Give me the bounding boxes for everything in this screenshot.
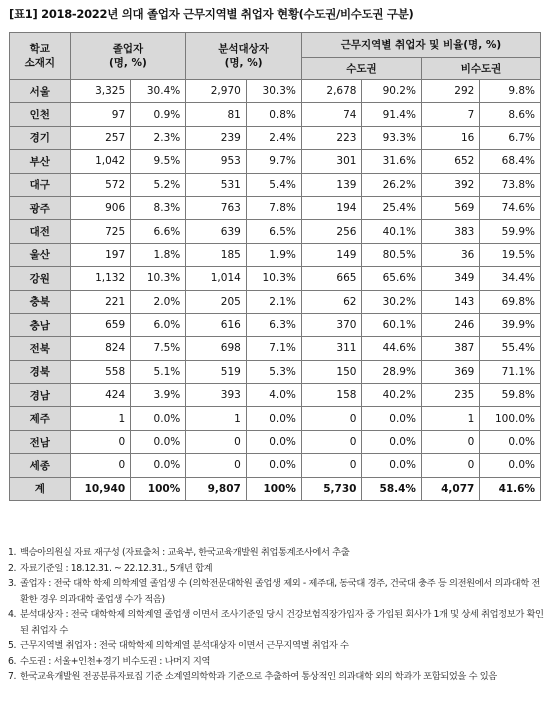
table-row — [10, 267, 541, 290]
value-cell: 572 — [70, 173, 131, 196]
header-capital: 수도권 — [301, 58, 421, 80]
value-cell: 9.7% — [246, 150, 301, 173]
value-cell: 2.0% — [131, 290, 186, 313]
value-cell: 10.3% — [246, 267, 301, 290]
table-row — [10, 407, 541, 430]
table-row — [10, 220, 541, 243]
value-cell: 91.4% — [362, 103, 421, 126]
value-cell: 6.3% — [246, 313, 301, 336]
value-cell: 71.1% — [480, 360, 541, 383]
value-cell: 30.2% — [362, 290, 421, 313]
value-cell: 387 — [421, 337, 479, 360]
value-cell: 725 — [70, 220, 131, 243]
footnote-text: 졸업자 : 전국 대학 학제 의학계열 졸업생 수 (의학전문대학원 졸업생 제외 - 제주대, 동국대 경주, 건국대 충주 등 의전원에서 의과대학 전환한 경우 의과대학 졸업생 수가 적음) — [20, 578, 540, 605]
value-cell: 139 — [301, 173, 362, 196]
value-cell: 531 — [186, 173, 247, 196]
region-cell: 충남 — [10, 313, 71, 336]
header-region — [10, 33, 71, 80]
value-cell: 239 — [186, 126, 247, 149]
value-cell: 698 — [186, 337, 247, 360]
header-analysis-line2: (명, %) — [224, 57, 263, 69]
value-cell: 616 — [186, 313, 247, 336]
value-cell: 28.9% — [362, 360, 421, 383]
value-cell: 0.8% — [246, 103, 301, 126]
value-cell: 392 — [421, 173, 479, 196]
value-cell: 256 — [301, 220, 362, 243]
table-row — [10, 290, 541, 313]
value-cell: 74.6% — [480, 196, 541, 219]
region-cell: 강원 — [10, 267, 71, 290]
value-cell: 558 — [70, 360, 131, 383]
footnote-item — [8, 607, 546, 638]
table-row — [10, 337, 541, 360]
value-cell: 246 — [421, 313, 479, 336]
total-value-cell: 58.4% — [362, 477, 421, 500]
value-cell: 3,325 — [70, 80, 131, 103]
footnote-item — [8, 638, 546, 654]
footnote-text: 분석대상자 : 전국 대학학제 의학계열 졸업생 이면서 조사기준일 당시 건강보험직장가입자 중 가입된 회사가 1개 및 상세 취업정보가 확인된 취업자 수 — [20, 609, 544, 636]
value-cell: 0 — [421, 454, 479, 477]
value-cell: 3.9% — [131, 384, 186, 407]
value-cell: 370 — [301, 313, 362, 336]
value-cell: 81 — [186, 103, 247, 126]
value-cell: 424 — [70, 384, 131, 407]
total-value-cell: 10,940 — [70, 477, 131, 500]
region-cell: 서울 — [10, 80, 71, 103]
value-cell: 0.9% — [131, 103, 186, 126]
footnote-item — [8, 576, 546, 607]
table-row — [10, 360, 541, 383]
value-cell: 9.5% — [131, 150, 186, 173]
value-cell: 44.6% — [362, 337, 421, 360]
footnote-text: 백승아의원실 자료 재구성 (자료출처 : 교육부, 한국교육개발원 취업통계조사에서 추출 — [20, 547, 350, 558]
value-cell: 1,042 — [70, 150, 131, 173]
value-cell: 659 — [70, 313, 131, 336]
value-cell: 393 — [186, 384, 247, 407]
footnote-text: 수도권 : 서울+인천+경기 비수도권 : 나머지 지역 — [20, 655, 211, 667]
value-cell: 16 — [421, 126, 479, 149]
value-cell: 0.0% — [362, 430, 421, 453]
value-cell: 6.6% — [131, 220, 186, 243]
header-employment: 근무지역별 취업자 및 비율(명, %) — [301, 33, 540, 58]
region-cell: 전남 — [10, 430, 71, 453]
footnote-item — [8, 669, 546, 685]
value-cell: 5.2% — [131, 173, 186, 196]
value-cell: 40.1% — [362, 220, 421, 243]
value-cell: 1 — [421, 407, 479, 430]
footnote-text: 자료기준일 : 18.12.31. ~ 22.12.31., 5개년 합계 — [20, 562, 213, 574]
value-cell: 1 — [70, 407, 131, 430]
table-row — [10, 103, 541, 126]
header-region-line1: 학교 — [29, 43, 50, 55]
header-noncapital: 비수도권 — [421, 58, 540, 80]
value-cell: 55.4% — [480, 337, 541, 360]
value-cell: 59.8% — [480, 384, 541, 407]
value-cell: 10.3% — [131, 267, 186, 290]
value-cell: 26.2% — [362, 173, 421, 196]
region-cell: 대구 — [10, 173, 71, 196]
value-cell: 9.8% — [480, 80, 541, 103]
value-cell: 1,132 — [70, 267, 131, 290]
value-cell: 369 — [421, 360, 479, 383]
value-cell: 8.6% — [480, 103, 541, 126]
value-cell: 1.9% — [246, 243, 301, 266]
value-cell: 0 — [70, 454, 131, 477]
value-cell: 65.6% — [362, 267, 421, 290]
value-cell: 639 — [186, 220, 247, 243]
value-cell: 665 — [301, 267, 362, 290]
value-cell: 349 — [421, 267, 479, 290]
table-title: [표1] 2018-2022년 의대 졸업자 근무지역별 취업자 현황(수도권/비수도권 구분) — [9, 7, 414, 21]
value-cell: 1,014 — [186, 267, 247, 290]
value-cell: 953 — [186, 150, 247, 173]
value-cell: 257 — [70, 126, 131, 149]
value-cell: 90.2% — [362, 80, 421, 103]
value-cell: 59.9% — [480, 220, 541, 243]
region-cell: 울산 — [10, 243, 71, 266]
footnote-number: 6. — [8, 655, 17, 667]
table-row — [10, 173, 541, 196]
value-cell: 2.1% — [246, 290, 301, 313]
footnote-item — [8, 654, 546, 670]
value-cell: 652 — [421, 150, 479, 173]
region-cell: 인천 — [10, 103, 71, 126]
value-cell: 0 — [186, 454, 247, 477]
footnote-number: 7. — [8, 671, 17, 682]
value-cell: 2,970 — [186, 80, 247, 103]
value-cell: 100.0% — [480, 407, 541, 430]
value-cell: 0.0% — [362, 407, 421, 430]
value-cell: 68.4% — [480, 150, 541, 173]
header-graduates-line1: 졸업자 — [112, 43, 144, 55]
value-cell: 0.0% — [131, 407, 186, 430]
region-cell: 제주 — [10, 407, 71, 430]
value-cell: 93.3% — [362, 126, 421, 149]
value-cell: 221 — [70, 290, 131, 313]
region-cell: 광주 — [10, 196, 71, 219]
footnote-number: 1. — [8, 547, 17, 558]
value-cell: 235 — [421, 384, 479, 407]
value-cell: 569 — [421, 196, 479, 219]
footnote-number: 2. — [8, 562, 17, 574]
value-cell: 223 — [301, 126, 362, 149]
value-cell: 1.8% — [131, 243, 186, 266]
value-cell: 30.3% — [246, 80, 301, 103]
footnote-item — [8, 545, 546, 561]
total-value-cell: 5,730 — [301, 477, 362, 500]
value-cell: 906 — [70, 196, 131, 219]
value-cell: 7.1% — [246, 337, 301, 360]
value-cell: 4.0% — [246, 384, 301, 407]
value-cell: 0.0% — [131, 430, 186, 453]
header-analysis-line1: 분석대상자 — [218, 43, 269, 55]
value-cell: 2.3% — [131, 126, 186, 149]
value-cell: 74 — [301, 103, 362, 126]
value-cell: 2,678 — [301, 80, 362, 103]
value-cell: 30.4% — [131, 80, 186, 103]
value-cell: 301 — [301, 150, 362, 173]
value-cell: 5.4% — [246, 173, 301, 196]
value-cell: 205 — [186, 290, 247, 313]
value-cell: 73.8% — [480, 173, 541, 196]
value-cell: 0 — [301, 407, 362, 430]
value-cell: 185 — [186, 243, 247, 266]
value-cell: 25.4% — [362, 196, 421, 219]
value-cell: 292 — [421, 80, 479, 103]
value-cell: 158 — [301, 384, 362, 407]
value-cell: 31.6% — [362, 150, 421, 173]
value-cell: 5.1% — [131, 360, 186, 383]
region-cell: 전북 — [10, 337, 71, 360]
value-cell: 194 — [301, 196, 362, 219]
value-cell: 7.5% — [131, 337, 186, 360]
table-row — [10, 150, 541, 173]
value-cell: 0 — [301, 430, 362, 453]
total-value-cell: 4,077 — [421, 477, 479, 500]
value-cell: 197 — [70, 243, 131, 266]
footnote-number: 3. — [8, 578, 17, 589]
value-cell: 6.7% — [480, 126, 541, 149]
value-cell: 60.1% — [362, 313, 421, 336]
total-value-cell: 41.6% — [480, 477, 541, 500]
value-cell: 62 — [301, 290, 362, 313]
value-cell: 149 — [301, 243, 362, 266]
footnote-number: 5. — [8, 640, 17, 651]
footnote-number: 4. — [8, 609, 17, 620]
value-cell: 1 — [186, 407, 247, 430]
footnote-text: 근무지역별 취업자 : 전국 대학학제 의학계열 분석대상자 이면서 근무지역별 취업자 수 — [20, 640, 349, 651]
value-cell: 0 — [186, 430, 247, 453]
header-graduates — [70, 33, 186, 80]
value-cell: 7 — [421, 103, 479, 126]
value-cell: 2.4% — [246, 126, 301, 149]
region-cell: 대전 — [10, 220, 71, 243]
value-cell: 311 — [301, 337, 362, 360]
table-row — [10, 196, 541, 219]
value-cell: 150 — [301, 360, 362, 383]
value-cell: 143 — [421, 290, 479, 313]
value-cell: 0 — [70, 430, 131, 453]
value-cell: 40.2% — [362, 384, 421, 407]
footnote-text: 한국교육개발원 전공분류자료집 기준 소계열의학학과 기준으로 추출하여 통상적인 의과대학 외의 학과가 포함되었을 수 있음 — [20, 671, 497, 682]
total-label: 계 — [10, 477, 71, 500]
employment-table — [9, 32, 541, 501]
region-cell: 충북 — [10, 290, 71, 313]
header-analysis — [186, 33, 302, 80]
value-cell: 8.3% — [131, 196, 186, 219]
header-graduates-line2: (명, %) — [108, 57, 147, 69]
value-cell: 0.0% — [246, 407, 301, 430]
region-cell: 경기 — [10, 126, 71, 149]
table-row — [10, 126, 541, 149]
table-row — [10, 430, 541, 453]
value-cell: 97 — [70, 103, 131, 126]
value-cell: 0.0% — [131, 454, 186, 477]
value-cell: 0.0% — [480, 430, 541, 453]
total-value-cell: 9,807 — [186, 477, 247, 500]
value-cell: 6.5% — [246, 220, 301, 243]
value-cell: 6.0% — [131, 313, 186, 336]
value-cell: 80.5% — [362, 243, 421, 266]
region-cell: 경남 — [10, 384, 71, 407]
value-cell: 39.9% — [480, 313, 541, 336]
table-row — [10, 80, 541, 103]
value-cell: 763 — [186, 196, 247, 219]
region-cell: 부산 — [10, 150, 71, 173]
total-value-cell: 100% — [131, 477, 186, 500]
value-cell: 7.8% — [246, 196, 301, 219]
value-cell: 36 — [421, 243, 479, 266]
value-cell: 0.0% — [246, 430, 301, 453]
header-region-line2: 소재지 — [24, 57, 55, 69]
value-cell: 519 — [186, 360, 247, 383]
table-row — [10, 454, 541, 477]
value-cell: 383 — [421, 220, 479, 243]
value-cell: 0.0% — [362, 454, 421, 477]
table-row — [10, 243, 541, 266]
region-cell: 세종 — [10, 454, 71, 477]
footnote-item — [8, 561, 546, 577]
total-row — [10, 477, 541, 500]
value-cell: 19.5% — [480, 243, 541, 266]
total-value-cell: 100% — [246, 477, 301, 500]
value-cell: 0 — [421, 430, 479, 453]
value-cell: 69.8% — [480, 290, 541, 313]
value-cell: 0.0% — [480, 454, 541, 477]
value-cell: 824 — [70, 337, 131, 360]
value-cell: 5.3% — [246, 360, 301, 383]
table-row — [10, 384, 541, 407]
table-row — [10, 313, 541, 336]
value-cell: 34.4% — [480, 267, 541, 290]
region-cell: 경북 — [10, 360, 71, 383]
value-cell: 0 — [301, 454, 362, 477]
footnotes — [8, 545, 546, 685]
value-cell: 0.0% — [246, 454, 301, 477]
